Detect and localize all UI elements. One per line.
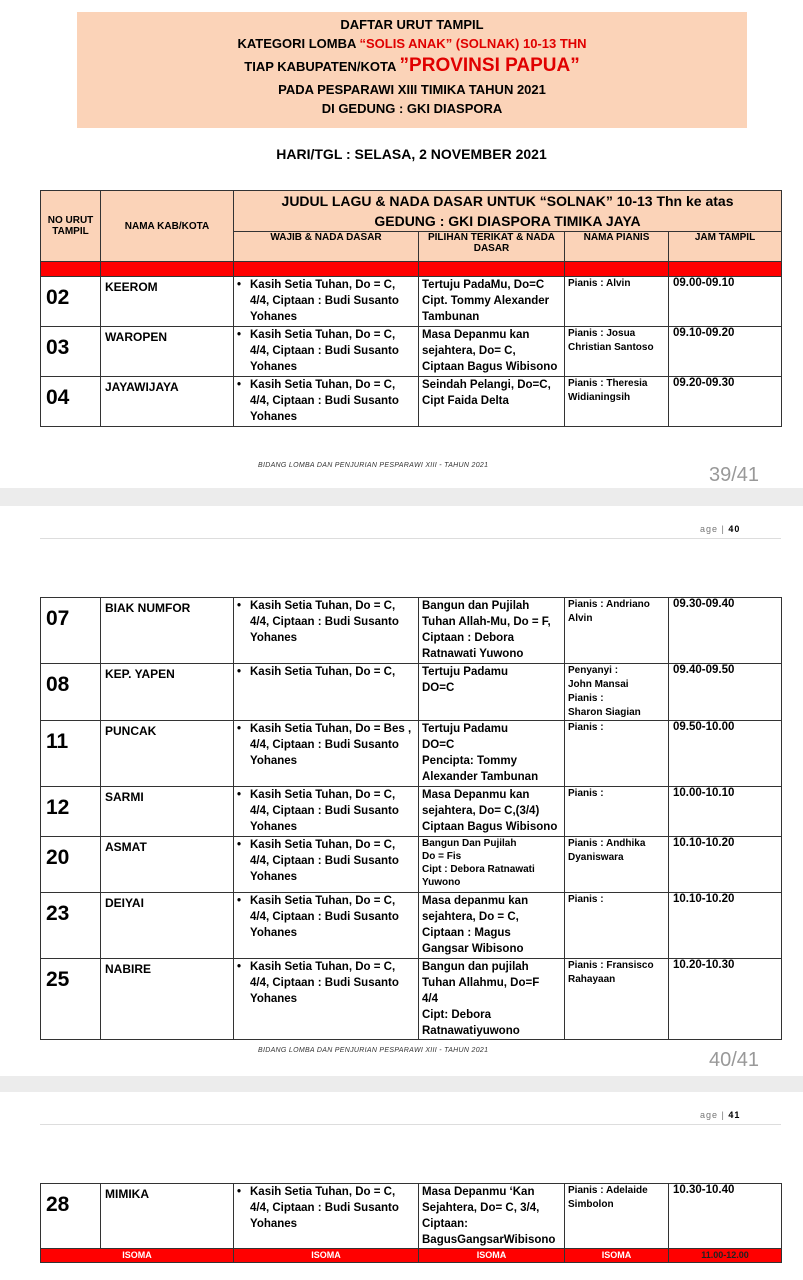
isoma-cell: ISOMA	[41, 1249, 234, 1263]
row-pilihan: Bangun Dan Pujilah Do = Fis Cipt : Debora Ratnawati Yuwono	[419, 837, 565, 893]
row-jam: 09.00-09.10	[669, 277, 782, 327]
page-label-41: age | 41	[700, 1110, 741, 1120]
row-wajib: • Kasih Setia Tuhan, Do = C,	[234, 664, 419, 721]
row-kabupaten: KEEROM	[101, 277, 234, 327]
row-wajib: • Kasih Setia Tuhan, Do = C, 4/4, Ciptaan : Budi Susanto Yohanes	[234, 837, 419, 893]
page-separator	[0, 488, 803, 506]
row-pianis: Pianis : Theresia Widianingsih	[565, 377, 669, 427]
table-row	[41, 277, 782, 327]
row-kabupaten: DEIYAI	[101, 893, 234, 959]
page-number-39: 39/41	[709, 464, 760, 486]
col-pianis-header: NAMA PIANIS	[565, 232, 669, 262]
row-pilihan: Seindah Pelangi, Do=C, Cipt Faida Delta	[419, 377, 565, 427]
row-wajib: • Kasih Setia Tuhan, Do = C, 4/4, Ciptaan : Budi Susanto Yohanes	[234, 893, 419, 959]
row-number: 04	[41, 377, 101, 427]
row-wajib: • Kasih Setia Tuhan, Do = C, 4/4, Ciptaan : Budi Susanto Yohanes	[234, 787, 419, 837]
row-pilihan: Masa Depanmu ‘Kan Sejahtera, Do= C, 3/4, Ciptaan: BagusGangsarWibisono	[419, 1184, 565, 1249]
row-pilihan: Masa Depanmu kan sejahtera, Do= C,(3/4) Ciptaan Bagus Wibisono	[419, 787, 565, 837]
row-pianis: Pianis : Andhika Dyaniswara	[565, 837, 669, 893]
row-pilihan: Masa depanmu kan sejahtera, Do = C, Ciptaan : Magus Gangsar Wibisono	[419, 893, 565, 959]
row-pianis: Penyanyi : John Mansai Pianis : Sharon Siagian	[565, 664, 669, 721]
row-pianis: Pianis : Josua Christian Santoso	[565, 327, 669, 377]
row-kabupaten: SARMI	[101, 787, 234, 837]
row-pilihan: Bangun dan pujilah Tuhan Allahmu, Do=F 4/4 Cipt: Debora Ratnawatiyuwono	[419, 959, 565, 1040]
col-wajib-header: WAJIB & NADA DASAR	[234, 232, 419, 262]
col-kab-header: NAMA KAB/KOTA	[101, 191, 234, 262]
table-row	[41, 721, 782, 787]
row-jam: 09.40-09.50	[669, 664, 782, 721]
row-pilihan: Bangun dan Pujilah Tuhan Allah-Mu, Do = F, Ciptaan : Debora Ratnawati Yuwono	[419, 598, 565, 664]
row-pianis: Pianis : Adelaide Simbolon	[565, 1184, 669, 1249]
isoma-cell: ISOMA	[565, 1249, 669, 1263]
page-footer-40: BIDANG LOMBA DAN PENJURIAN PESPARAWI XIII - TAHUN 2021	[258, 1047, 489, 1054]
row-number: 23	[41, 893, 101, 959]
row-kabupaten: JAYAWIJAYA	[101, 377, 234, 427]
row-pilihan: Masa Depanmu kan sejahtera, Do= C, Ciptaan Bagus Wibisono	[419, 327, 565, 377]
page-footer: BIDANG LOMBA DAN PENJURIAN PESPARAWI XIII - TAHUN 2021	[258, 462, 489, 469]
row-jam: 10.00-10.10	[669, 787, 782, 837]
row-wajib: • Kasih Setia Tuhan, Do = Bes , 4/4, Ciptaan : Budi Susanto Yohanes	[234, 721, 419, 787]
row-pilihan: Tertuju PadaMu, Do=C Cipt. Tommy Alexander Tambunan	[419, 277, 565, 327]
row-wajib: • Kasih Setia Tuhan, Do = C, 4/4, Ciptaan : Budi Susanto Yohanes	[234, 327, 419, 377]
table-row	[41, 959, 782, 1040]
row-number: 28	[41, 1184, 101, 1249]
row-pianis: Pianis :	[565, 721, 669, 787]
row-number: 02	[41, 277, 101, 327]
row-pianis: Pianis : Fransisco Rahayaan	[565, 959, 669, 1040]
col-pilihan-header: PILIHAN TERIKAT & NADA DASAR	[419, 232, 565, 262]
col-jam-header: JAM TAMPIL	[669, 232, 782, 262]
page-number-40: 40/41	[709, 1049, 760, 1071]
row-jam: 10.30-10.40	[669, 1184, 782, 1249]
isoma-row	[41, 1249, 782, 1263]
row-jam: 09.10-09.20	[669, 327, 782, 377]
row-wajib: • Kasih Setia Tuhan, Do = C, 4/4, Ciptaan : Budi Susanto Yohanes	[234, 598, 419, 664]
red-divider-row	[41, 262, 782, 277]
table-row	[41, 1184, 782, 1249]
row-wajib: • Kasih Setia Tuhan, Do = C, 4/4, Ciptaan : Budi Susanto Yohanes	[234, 277, 419, 327]
row-jam: 10.10-10.20	[669, 893, 782, 959]
row-jam: 10.10-10.20	[669, 837, 782, 893]
row-pilihan: Tertuju Padamu DO=C	[419, 664, 565, 721]
row-kabupaten: KEP. YAPEN	[101, 664, 234, 721]
isoma-jam: 11.00-12.00	[669, 1249, 782, 1263]
row-pianis: Pianis : Andriano Alvin	[565, 598, 669, 664]
row-pianis: Pianis : Alvin	[565, 277, 669, 327]
row-kabupaten: BIAK NUMFOR	[101, 598, 234, 664]
col-no-header: NO URUT TAMPIL	[41, 191, 101, 262]
header-line2: KATEGORI LOMBA “SOLIS ANAK” (SOLNAK) 10-13 THN	[237, 36, 587, 51]
table-row	[41, 893, 782, 959]
row-number: 07	[41, 598, 101, 664]
table-row	[41, 787, 782, 837]
header-box	[77, 12, 747, 128]
row-number: 11	[41, 721, 101, 787]
table-row	[41, 598, 782, 664]
row-kabupaten: PUNCAK	[101, 721, 234, 787]
row-jam: 09.30-09.40	[669, 598, 782, 664]
row-kabupaten: NABIRE	[101, 959, 234, 1040]
row-number: 03	[41, 327, 101, 377]
page-header-rule-2	[40, 1124, 781, 1125]
table-row	[41, 664, 782, 721]
row-number: 08	[41, 664, 101, 721]
row-number: 12	[41, 787, 101, 837]
table-row	[41, 327, 782, 377]
col-judul-header: JUDUL LAGU & NADA DASAR UNTUK “SOLNAK” 10-13 Thn ke atas GEDUNG : GKI DIASPORA TIMIKA JAYA	[234, 191, 782, 232]
table-row	[41, 377, 782, 427]
row-kabupaten: MIMIKA	[101, 1184, 234, 1249]
row-number: 25	[41, 959, 101, 1040]
schedule-table-41	[40, 1183, 782, 1263]
schedule-table-39	[40, 190, 782, 427]
row-wajib: • Kasih Setia Tuhan, Do = C, 4/4, Ciptaan : Budi Susanto Yohanes	[234, 959, 419, 1040]
page-separator-2	[0, 1076, 803, 1092]
row-jam: 09.20-09.30	[669, 377, 782, 427]
isoma-cell: ISOMA	[234, 1249, 419, 1263]
isoma-cell: ISOMA	[419, 1249, 565, 1263]
row-number: 20	[41, 837, 101, 893]
date-title: HARI/TGL : SELASA, 2 NOVEMBER 2021	[276, 146, 547, 162]
row-pianis: Pianis :	[565, 893, 669, 959]
row-wajib: • Kasih Setia Tuhan, Do = C, 4/4, Ciptaan : Budi Susanto Yohanes	[234, 1184, 419, 1249]
header-line5: DI GEDUNG : GKI DIASPORA	[321, 101, 503, 116]
row-jam: 10.20-10.30	[669, 959, 782, 1040]
table-row	[41, 837, 782, 893]
page-header-rule	[40, 538, 781, 539]
row-pilihan: Tertuju Padamu DO=C Pencipta: Tommy Alexander Tambunan	[419, 721, 565, 787]
header-line1: DAFTAR URUT TAMPIL	[340, 17, 484, 32]
header-line4: PADA PESPARAWI XIII TIMIKA TAHUN 2021	[278, 82, 546, 97]
schedule-table-40	[40, 597, 782, 1040]
page-label-40: age | 40	[700, 524, 741, 534]
row-kabupaten: ASMAT	[101, 837, 234, 893]
row-kabupaten: WAROPEN	[101, 327, 234, 377]
row-pianis: Pianis :	[565, 787, 669, 837]
row-jam: 09.50-10.00	[669, 721, 782, 787]
header-line3: TIAP KABUPATEN/KOTA ”PROVINSI PAPUA”	[244, 55, 580, 76]
row-wajib: • Kasih Setia Tuhan, Do = C, 4/4, Ciptaan : Budi Susanto Yohanes	[234, 377, 419, 427]
